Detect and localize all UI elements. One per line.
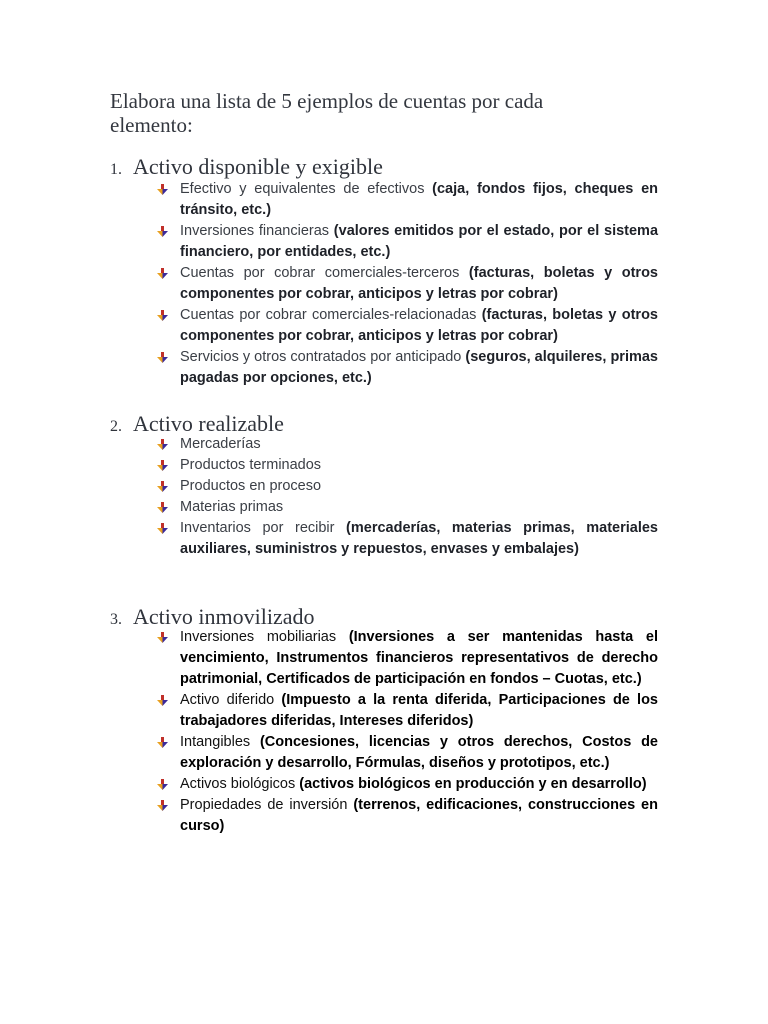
item-examples: (terrenos, edificaciones, construcciones en curso) <box>180 797 658 834</box>
section-title: Activo inmovilizado <box>133 604 315 629</box>
list-item <box>156 455 658 476</box>
arrow-bullet-icon <box>157 481 168 492</box>
arrow-bullet-icon <box>157 502 168 513</box>
arrow-bullet-icon <box>157 439 168 450</box>
item-account-name: Intangibles <box>180 734 260 750</box>
arrow-bullet-icon <box>157 268 168 279</box>
arrow-bullet-icon <box>157 352 168 363</box>
item-examples: (seguros, alquileres, primas pagadas por opciones, etc.) <box>180 349 658 386</box>
arrow-bullet-icon <box>157 737 168 748</box>
list-item <box>156 476 658 497</box>
item-account-name: Efectivo y equivalentes de efectivos <box>180 181 433 197</box>
item-account-name: Mercaderías <box>180 436 261 452</box>
arrow-bullet-icon <box>157 779 168 790</box>
item-account-name: Materias primas <box>180 499 284 515</box>
section-title: Activo disponible y exigible <box>133 154 383 179</box>
item-account-name: Activo diferido <box>180 692 282 708</box>
item-examples: (caja, fondos fijos, cheques en tránsito, etc.) <box>180 181 658 218</box>
section-number: 1. <box>110 161 122 178</box>
arrow-bullet-icon <box>157 632 168 643</box>
item-account-name: Propiedades de inversión <box>180 797 354 813</box>
list-item <box>156 179 658 221</box>
item-examples: (Concesiones, licencias y otros derechos, Costos de exploración y desarrollo, Fórmulas, diseños y prototipos, etc.) <box>180 734 658 771</box>
item-examples: (facturas, boletas y otros componentes por cobrar, anticipos y letras por cobrar) <box>180 265 658 302</box>
list-item <box>156 347 658 389</box>
item-account-name: Inversiones financieras <box>180 223 334 239</box>
item-examples: (Impuesto a la renta diferida, Participaciones de los trabajadores diferidas, Intereses diferidos) <box>180 692 658 729</box>
item-account-name: Inventarios por recibir <box>180 520 347 536</box>
list-item <box>156 221 658 263</box>
list-item <box>156 690 658 732</box>
item-account-name: Cuentas por cobrar comerciales-relacionadas <box>180 307 482 323</box>
section-number: 3. <box>110 611 122 628</box>
list-item <box>156 305 658 347</box>
arrow-bullet-icon <box>157 800 168 811</box>
arrow-bullet-icon <box>157 523 168 534</box>
list-item <box>156 732 658 774</box>
item-account-name: Productos terminados <box>180 457 322 473</box>
arrow-bullet-icon <box>157 310 168 321</box>
item-examples: (mercaderías, materias primas, materiales auxiliares, suministros y repuestos, envases y embalajes) <box>180 520 658 557</box>
item-account-name: Productos en proceso <box>180 478 322 494</box>
item-account-name: Activos biológicos <box>180 776 300 792</box>
item-account-name: Inversiones mobiliarias <box>180 629 349 645</box>
list-item <box>156 774 658 795</box>
section-title: Activo realizable <box>133 411 284 436</box>
arrow-bullet-icon <box>157 184 168 195</box>
list-item <box>156 263 658 305</box>
arrow-bullet-icon <box>157 226 168 237</box>
item-examples: (facturas, boletas y otros componentes por cobrar, anticipos y letras por cobrar) <box>180 307 658 344</box>
list-item <box>156 497 658 518</box>
list-item <box>156 434 658 455</box>
item-account-name: Cuentas por cobrar comerciales-terceros <box>180 265 469 281</box>
section-number: 2. <box>110 418 122 435</box>
section-heading <box>110 154 383 180</box>
item-account-name: Servicios y otros contratados por anticipado <box>180 349 466 365</box>
list-item <box>156 518 658 560</box>
item-examples: (Inversiones a ser mantenidas hasta el vencimiento, Instrumentos financieros representativos de derecho patrimonial, Certificados de participación en fondos – Cuotas, etc.) <box>180 629 658 687</box>
document-title: Elabora una lista de 5 ejemplos de cuentas por cada elemento: <box>110 89 544 137</box>
arrow-bullet-icon <box>157 695 168 706</box>
item-examples: (valores emitidos por el estado, por el sistema financiero, por entidades, etc.) <box>180 223 659 260</box>
section-list <box>156 627 658 837</box>
arrow-bullet-icon <box>157 460 168 471</box>
section-list <box>156 434 658 560</box>
list-item <box>156 627 658 690</box>
item-examples: (activos biológicos en producción y en desarrollo) <box>299 776 647 792</box>
list-item <box>156 795 658 837</box>
section-list <box>156 179 658 389</box>
